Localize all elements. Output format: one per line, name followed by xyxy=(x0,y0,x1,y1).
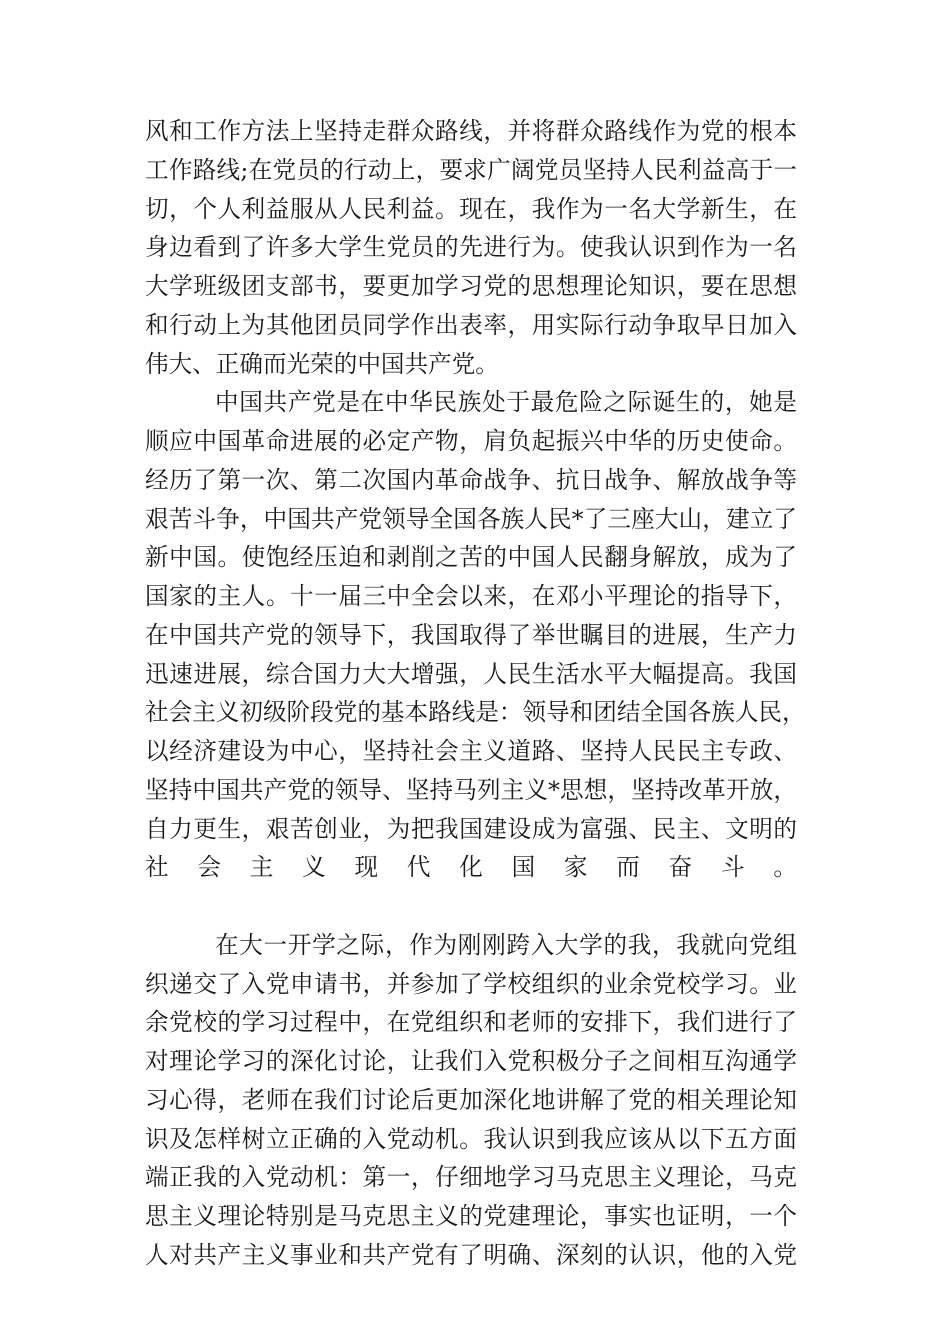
text-line: 迅速进展，综合国力大大增强，人民生活水平大幅提高。我国 xyxy=(145,659,797,688)
text-line: 思主义理论特别是马克思主义的党建理论，事实也证明，一个 xyxy=(145,1202,797,1230)
text-line: 新中国。使饱经压迫和剥削之苦的中国人民翻身解放，成为了 xyxy=(145,543,797,572)
text-line: 顺应中国革命进展的必定产物，肩负起振兴中华的历史使命。 xyxy=(145,427,797,455)
text-line: 大学班级团支部书，要更加学习党的思想理论知识，要在思想 xyxy=(145,272,797,300)
text-line: 伟大、正确而光荣的中国共产党。 xyxy=(145,349,499,378)
text-line: 国家的主人。十一届三中全会以来，在邓小平理论的指导下， xyxy=(145,582,797,610)
text-line: 和行动上为其他团员同学作出表率，用实际行动争取早日加入 xyxy=(145,310,797,339)
text-line: 工作路线;在党员的行动上，要求广阔党员坚持人民利益高于一 xyxy=(145,155,797,184)
text-line: 自力更生，艰苦创业，为把我国建设成为富强、民主、文明的 xyxy=(145,814,797,843)
text-line: 以经济建设为中心，坚持社会主义道路、坚持人民民主专政、 xyxy=(145,737,797,765)
document-body xyxy=(145,112,806,1275)
text-line: 切，个人利益服从人民利益。现在，我作为一名大学新生，在 xyxy=(145,194,797,223)
text-line: 身边看到了许多大学生党员的先进行为。使我认识到作为一名 xyxy=(145,233,797,262)
text-line: 风和工作方法上坚持走群众路线，并将群众路线作为党的根本 xyxy=(145,117,797,145)
text-line xyxy=(145,887,797,926)
text-line: 经历了第一次、第二次国内革命战争、抗日战争、解放战争等 xyxy=(145,465,797,494)
text-line: 中国共产党是在中华民族处于最危险之际诞生的，她是 xyxy=(215,388,797,417)
paragraph-2 xyxy=(145,383,806,926)
text-line: 艰苦斗争，中国共产党领导全国各族人民*了三座大山，建立了 xyxy=(145,504,797,533)
text-line: 在大一开学之际，作为刚刚跨入大学的我，我就向党组 xyxy=(215,930,797,959)
text-line: 识及怎样树立正确的入党动机。我认识到我应该从以下五方面 xyxy=(145,1124,797,1153)
text-line: 织递交了入党申请书，并参加了学校组织的业余党校学习。业 xyxy=(145,969,797,998)
text-line: 对理论学习的深化讨论，让我们入党积极分子之间相互沟通学 xyxy=(145,1047,797,1075)
text-line: 社会主义初级阶段党的基本路线是：领导和团结全国各族人民， xyxy=(145,698,806,727)
text-line: 习心得，老师在我们讨论后更加深化地讲解了党的相关理论知 xyxy=(145,1085,797,1114)
text-line: 社会主义现代化国家而奋斗。 xyxy=(145,853,797,882)
text-line: 端正我的入党动机：第一，仔细地学习马克思主义理论，马克 xyxy=(145,1163,797,1192)
text-line: 坚持中国共产党的领导、坚持马列主义*思想，坚持改革开放， xyxy=(145,775,797,804)
paragraph-1 xyxy=(145,112,797,383)
text-line: 人对共产主义事业和共产党有了明确、深刻的认识，他的入党 xyxy=(145,1240,797,1269)
text-line: 余党校的学习过程中，在党组织和老师的安排下，我们进行了 xyxy=(145,1008,797,1037)
text-line: 在中国共产党的领导下，我国取得了举世瞩目的进展，生产力 xyxy=(145,620,797,649)
paragraph-3 xyxy=(145,926,797,1275)
